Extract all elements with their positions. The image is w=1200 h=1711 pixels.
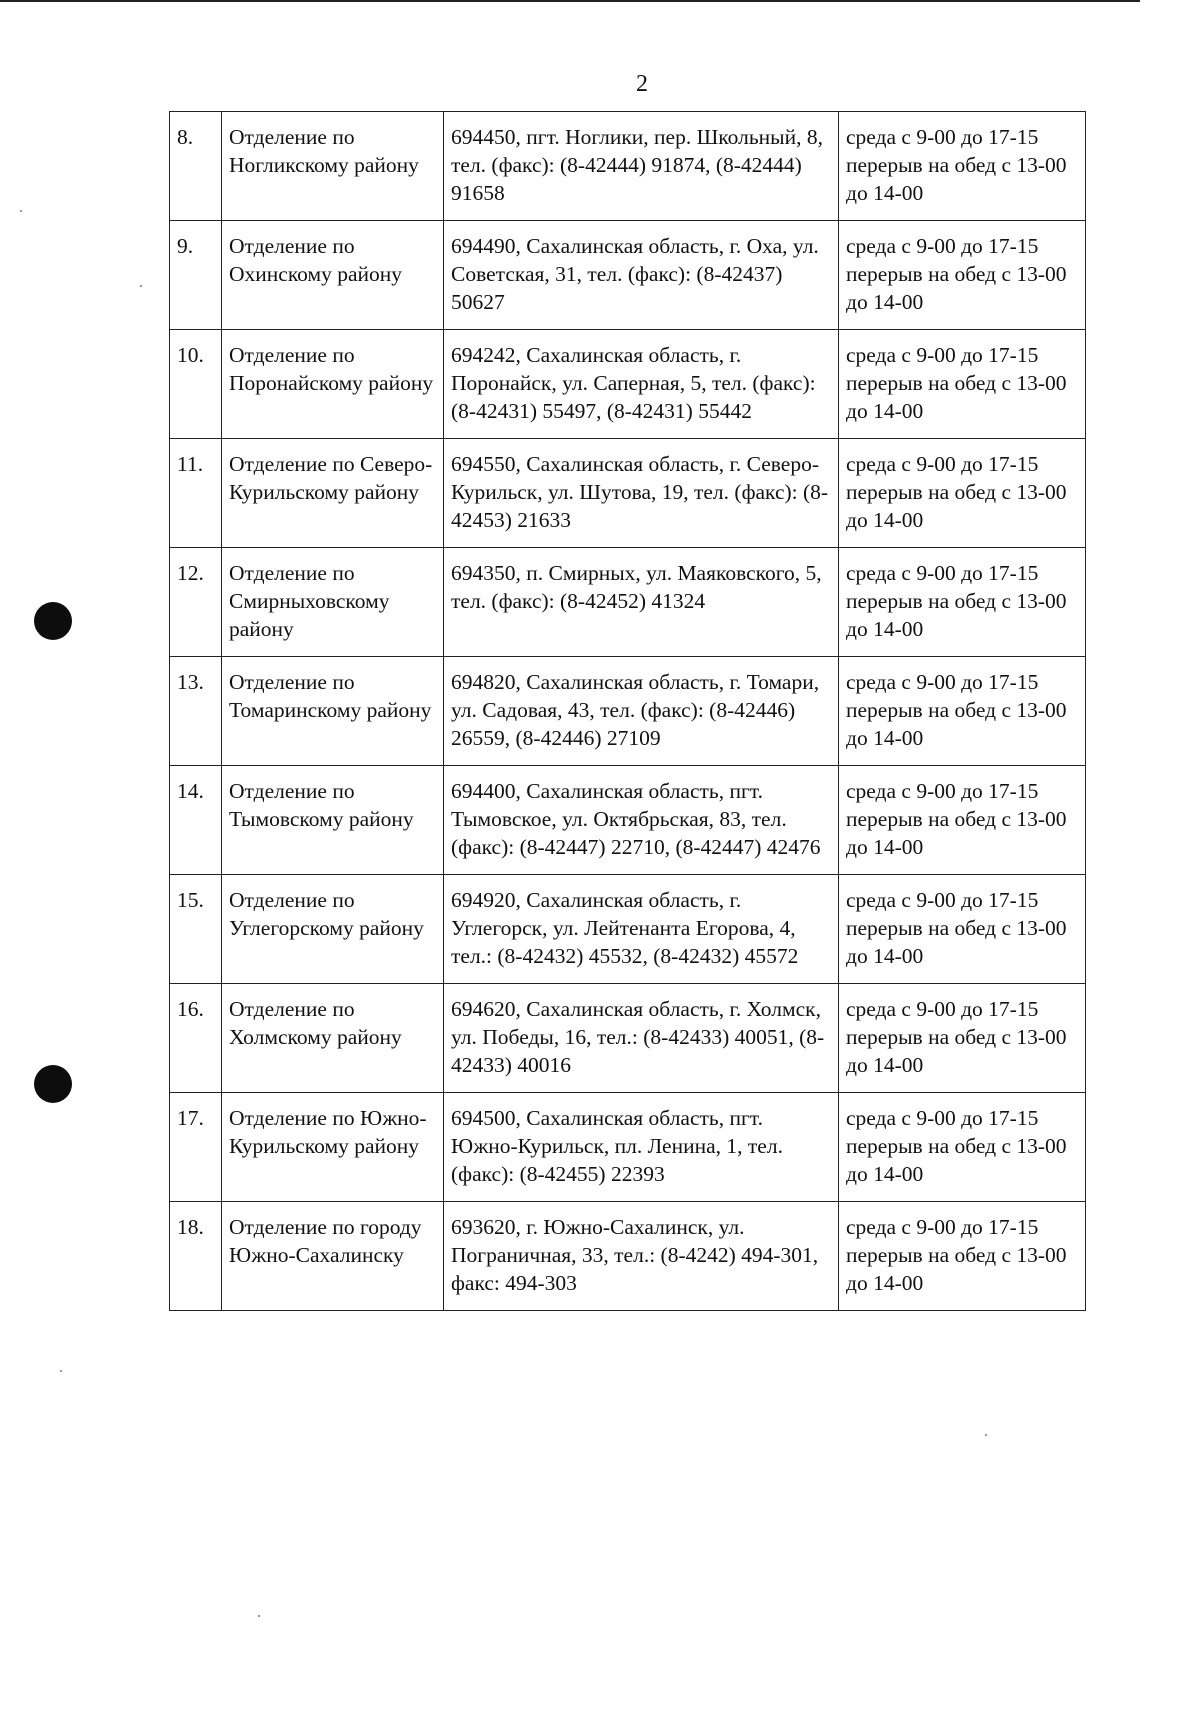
punch-hole-mark [34,602,72,640]
office-hours: среда с 9-00 до 17-15 перерыв на обед с 13-00 до 14-00 [839,657,1086,766]
office-address: 694550, Сахалинская область, г. Северо-Курильск, ул. Шутова, 19, тел. (факс): (8-42453) 21633 [444,439,839,548]
table-row [170,875,1086,984]
office-address: 694242, Сахалинская область, г. Поронайск, ул. Саперная, 5, тел. (факс): (8-42431) 55497, (8-42431) 55442 [444,330,839,439]
office-hours: среда с 9-00 до 17-15 перерыв на обед с 13-00 до 14-00 [839,1202,1086,1311]
table-row [170,548,1086,657]
office-hours: среда с 9-00 до 17-15 перерыв на обед с 13-00 до 14-00 [839,112,1086,221]
office-name: Отделение по Южно-Курильскому району [222,1093,444,1202]
office-name: Отделение по Смирныховскому району [222,548,444,657]
office-name: Отделение по Углегорскому району [222,875,444,984]
scan-speck [985,1434,987,1436]
office-name: Отделение по Тымовскому району [222,766,444,875]
table-row [170,112,1086,221]
office-hours: среда с 9-00 до 17-15 перерыв на обед с 13-00 до 14-00 [839,548,1086,657]
office-hours: среда с 9-00 до 17-15 перерыв на обед с 13-00 до 14-00 [839,984,1086,1093]
office-address: 694920, Сахалинская область, г. Углегорск, ул. Лейтенанта Егорова, 4, тел.: (8-42432) 45532, (8-42432) 45572 [444,875,839,984]
office-address: 694490, Сахалинская область, г. Оха, ул. Советская, 31, тел. (факс): (8-42437) 50627 [444,221,839,330]
scan-speck [140,285,142,287]
row-number: 17. [170,1093,222,1202]
table-row [170,766,1086,875]
table-row [170,221,1086,330]
row-number: 14. [170,766,222,875]
office-name: Отделение по Холмскому району [222,984,444,1093]
table-row [170,984,1086,1093]
page-number: 2 [636,71,648,97]
row-number: 10. [170,330,222,439]
row-number: 8. [170,112,222,221]
office-address: 694820, Сахалинская область, г. Томари, ул. Садовая, 43, тел. (факс): (8-42446) 26559, (8-42446) 27109 [444,657,839,766]
offices-table [169,111,1086,1311]
row-number: 15. [170,875,222,984]
row-number: 9. [170,221,222,330]
table-row [170,1202,1086,1311]
top-scan-edge-line [0,0,1140,2]
row-number: 12. [170,548,222,657]
punch-hole-mark [34,1065,72,1103]
office-address: 694500, Сахалинская область, пгт. Южно-Курильск, пл. Ленина, 1, тел. (факс): (8-42455) 22393 [444,1093,839,1202]
row-number: 18. [170,1202,222,1311]
row-number: 16. [170,984,222,1093]
office-hours: среда с 9-00 до 17-15 перерыв на обед с 13-00 до 14-00 [839,330,1086,439]
office-address: 694350, п. Смирных, ул. Маяковского, 5, тел. (факс): (8-42452) 41324 [444,548,839,657]
office-hours: среда с 9-00 до 17-15 перерыв на обед с 13-00 до 14-00 [839,439,1086,548]
office-name: Отделение по Северо-Курильскому району [222,439,444,548]
scan-speck [60,1370,62,1372]
office-hours: среда с 9-00 до 17-15 перерыв на обед с 13-00 до 14-00 [839,1093,1086,1202]
row-number: 13. [170,657,222,766]
office-hours: среда с 9-00 до 17-15 перерыв на обед с 13-00 до 14-00 [839,766,1086,875]
office-name: Отделение по Охинскому району [222,221,444,330]
office-address: 694450, пгт. Ноглики, пер. Школьный, 8, тел. (факс): (8-42444) 91874, (8-42444) 91658 [444,112,839,221]
office-name: Отделение по Томаринскому району [222,657,444,766]
office-name: Отделение по Поронайскому району [222,330,444,439]
scan-speck [258,1615,260,1617]
office-hours: среда с 9-00 до 17-15 перерыв на обед с 13-00 до 14-00 [839,221,1086,330]
office-address: 694400, Сахалинская область, пгт. Тымовское, ул. Октябрьская, 83, тел. (факс): (8-42447) 22710, (8-42447) 42476 [444,766,839,875]
office-address: 693620, г. Южно-Сахалинск, ул. Пограничная, 33, тел.: (8-4242) 494-301, факс: 494-303 [444,1202,839,1311]
table-row [170,330,1086,439]
table-row [170,1093,1086,1202]
row-number: 11. [170,439,222,548]
office-address: 694620, Сахалинская область, г. Холмск, ул. Победы, 16, тел.: (8-42433) 40051, (8-42433) 40016 [444,984,839,1093]
table-row [170,657,1086,766]
table-row [170,439,1086,548]
scan-speck [20,210,22,212]
office-name: Отделение по городу Южно-Сахалинску [222,1202,444,1311]
office-hours: среда с 9-00 до 17-15 перерыв на обед с 13-00 до 14-00 [839,875,1086,984]
office-name: Отделение по Ногликскому району [222,112,444,221]
